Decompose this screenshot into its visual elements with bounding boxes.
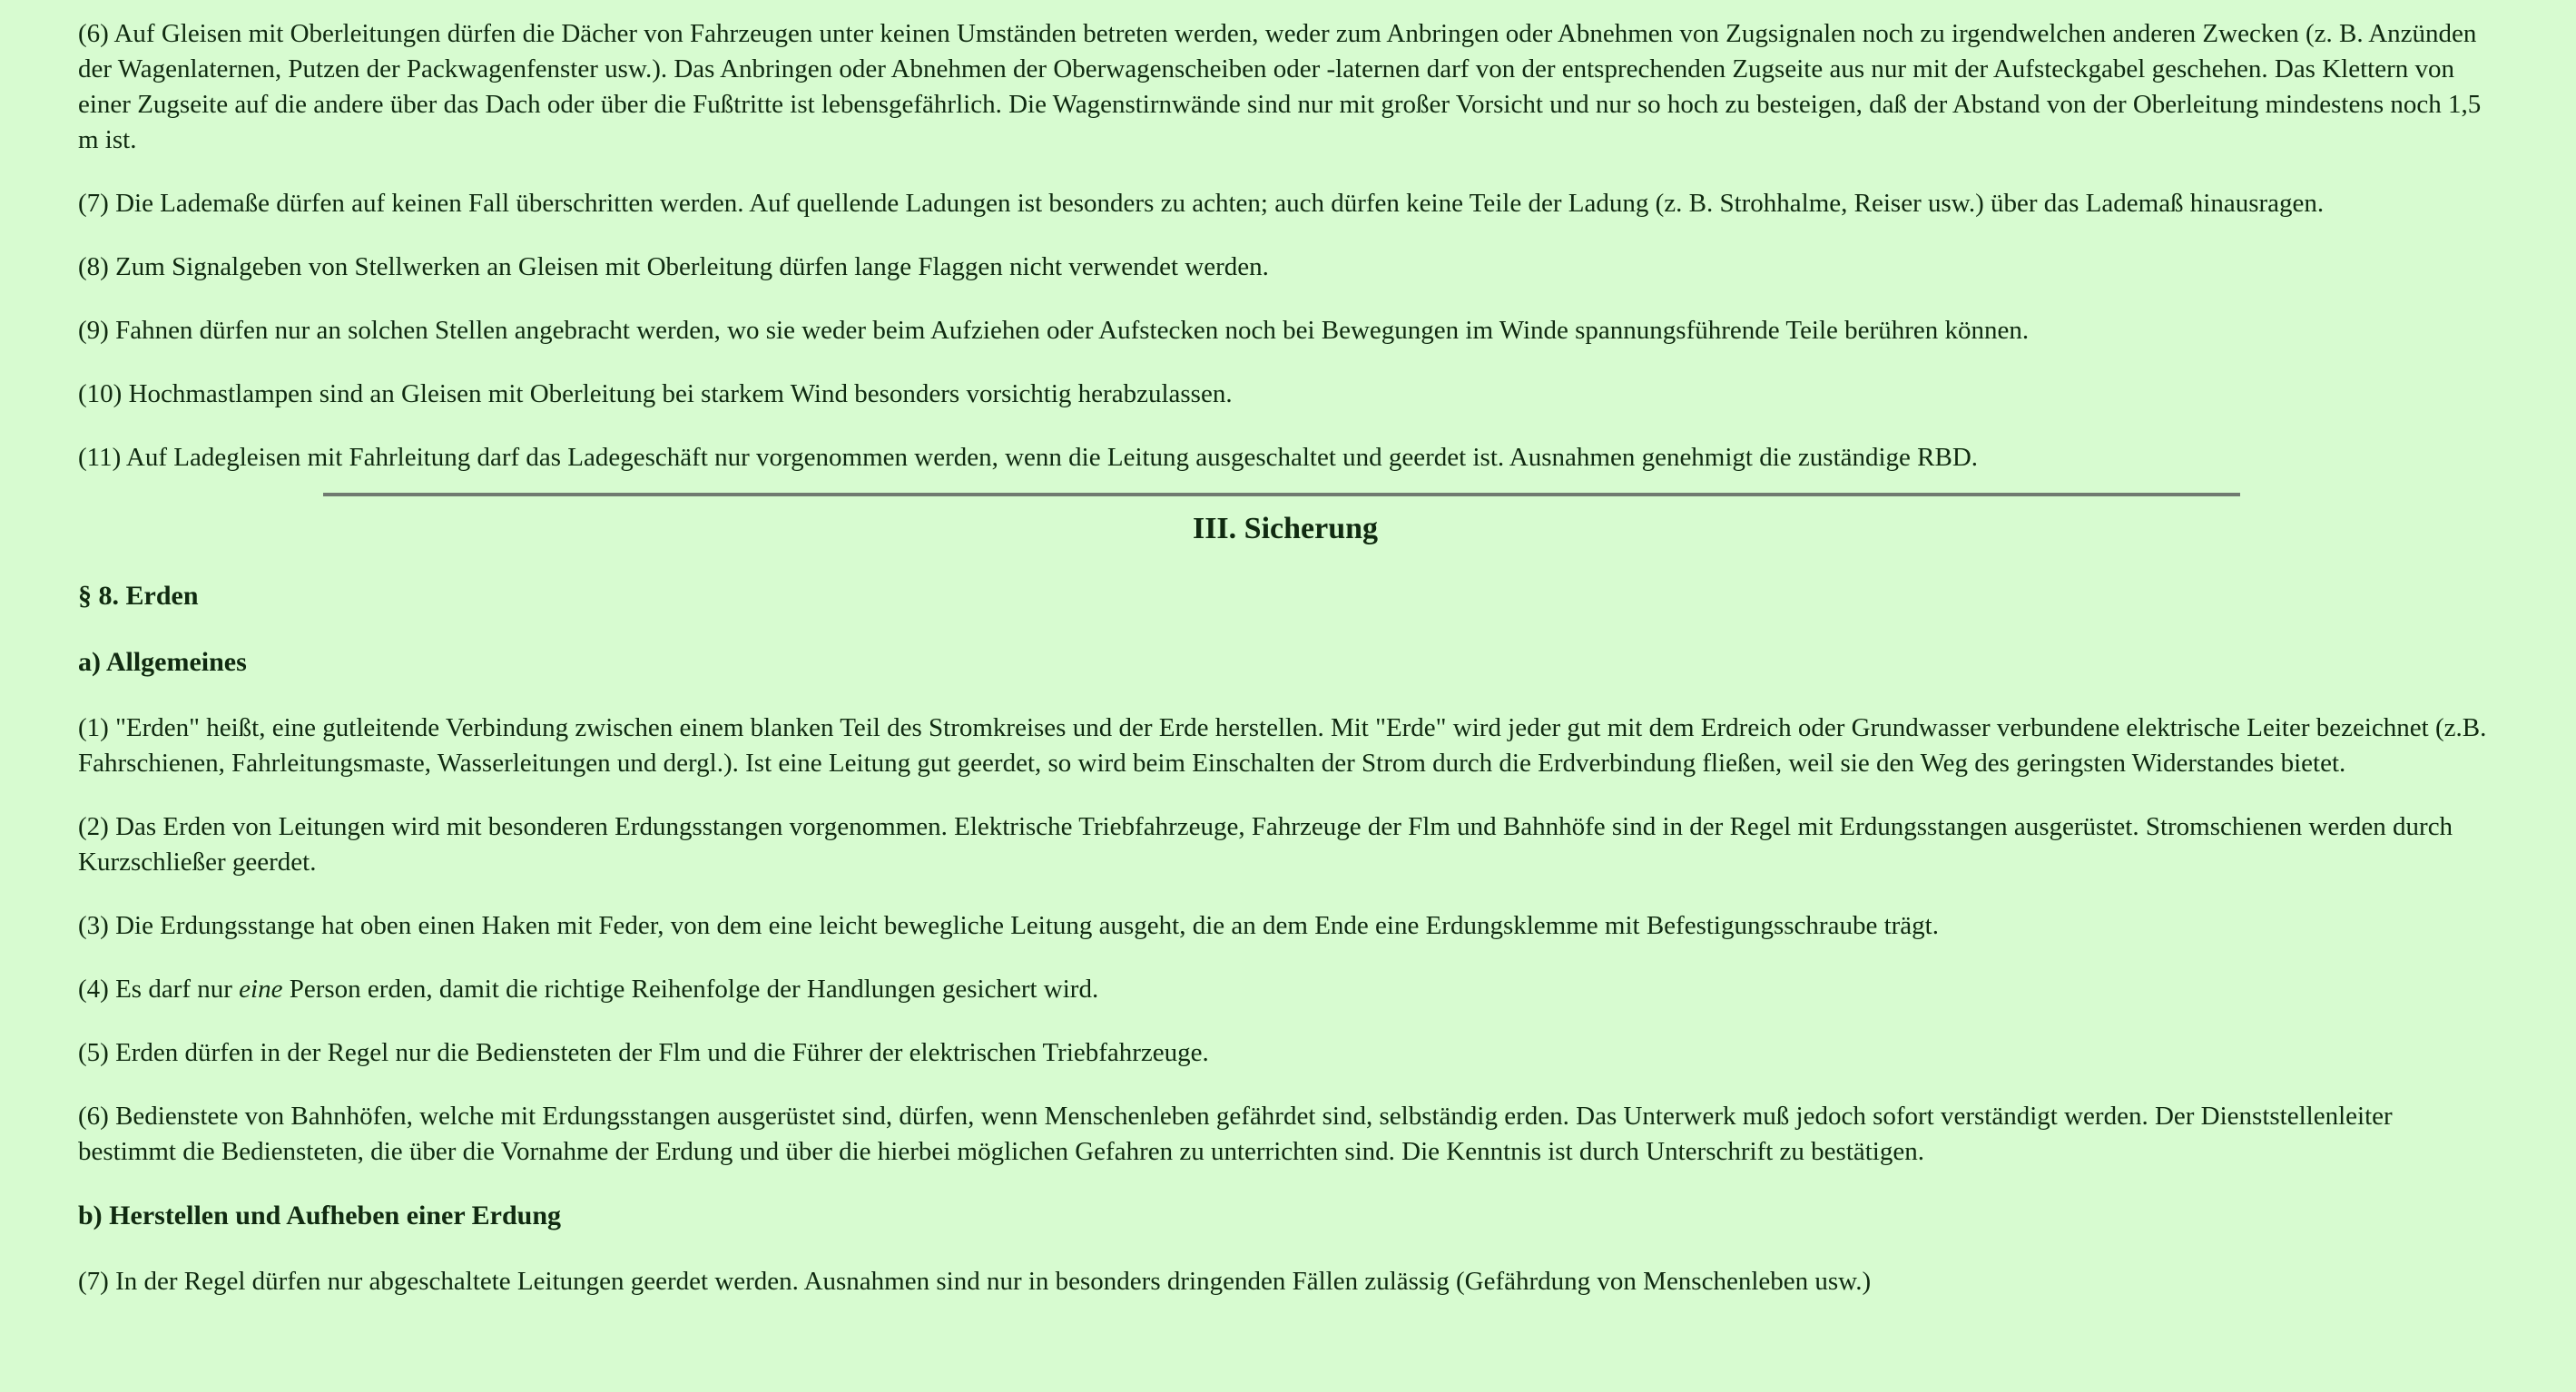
para4-before: (4) Es darf nur	[78, 975, 240, 1004]
paragraph-6: (6) Auf Gleisen mit Oberleitungen dürfen die Dächer von Fahrzeugen unter keinen Umständen betreten werden, weder zum Anbringen oder Abnehmen von Zugsignalen noch zu irgendwelchen anderen Zwecken (z. B. Anzünden der Wagenlaternen, Putzen der Packwagenfenster usw.). Das Anbringen oder Abnehmen der Oberwagenscheiben oder -laternen darf von der entsprechenden Zugseite aus nur mit der Aufsteckgabel geschehen. Das Klettern von einer Zugseite auf die andere über das Dach oder über die Fußtritte ist lebensgefährlich. Die Wagenstirnwände sind nur mit großer Vorsicht und nur so hoch zu besteigen, daß der Abstand von der Oberleitung mindestens noch 1,5 m ist.	[78, 19, 2482, 154]
erden-paragraph-1: (1) "Erden" heißt, eine gutleitende Verbindung zwischen einem blanken Teil des Stromkreises und der Erde herstellen. Mit "Erde" wird jeder gut mit dem Erdreich oder Grundwasser verbundene elektrische Leiter bezeichnet (z.B. Fahrschienen, Fahrleitungsmaste, Wasserleitungen und dergl.). Ist eine Leitung gut geerdet, so wird beim Einschalten der Strom durch die Erdverbindung fließen, weil sie den Weg des geringsten Widerstandes bietet.	[78, 713, 2487, 778]
paragraph-10: (10) Hochmastlampen sind an Gleisen mit Oberleitung bei starkem Wind besonders vorsichtig herabzulassen.	[78, 379, 1233, 408]
subheading-allgemeines: a) Allgemeines	[78, 647, 247, 677]
erden-paragraph-5: (5) Erden dürfen in der Regel nur die Bediensteten der Flm und die Führer der elektrischen Triebfahrzeuge.	[78, 1038, 1209, 1067]
paragraph-heading: § 8. Erden	[78, 581, 199, 611]
paragraph-9: (9) Fahnen dürfen nur an solchen Stellen angebracht werden, wo sie weder beim Aufziehen oder Aufstecken noch bei Bewegungen im Winde spannungsführende Teile berühren können.	[78, 316, 2030, 345]
document-body	[78, 16, 2492, 1328]
erden-paragraph-7: (7) In der Regel dürfen nur abgeschaltete Leitungen geerdet werden. Ausnahmen sind nur in besonders dringenden Fällen zulässig (Gefährdung von Menschenleben usw.)	[78, 1267, 1872, 1296]
para4-after: Person erden, damit die richtige Reihenfolge der Handlungen gesichert wird.	[282, 975, 1099, 1004]
paragraph-11: (11) Auf Ladegleisen mit Fahrleitung darf das Ladegeschäft nur vorgenommen werden, wenn die Leitung ausgeschaltet und geerdet ist. Ausnahmen genehmigt die zuständige RBD.	[78, 443, 1979, 472]
erden-paragraph-3: (3) Die Erdungsstange hat oben einen Haken mit Feder, von dem eine leicht bewegliche Leitung ausgeht, die an dem Ende eine Erdungsklemme mit Befestigungsschraube trägt.	[78, 911, 1939, 940]
subheading-herstellen: b) Herstellen und Aufheben einer Erdung	[78, 1201, 562, 1230]
erden-paragraph-2: (2) Das Erden von Leitungen wird mit besonderen Erdungsstangen vorgenommen. Elektrische Triebfahrzeuge, Fahrzeuge der Flm und Bahnhöfe sind in der Regel mit Erdungsstangen ausgerüstet. Stromschienen werden durch Kurzschließer geerdet.	[78, 812, 2453, 877]
erden-paragraph-4	[78, 972, 2492, 1007]
paragraph-8: (8) Zum Signalgeben von Stellwerken an Gleisen mit Oberleitung dürfen lange Flaggen nicht verwendet werden.	[78, 252, 1269, 281]
section-title: III. Sicherung	[1192, 512, 1379, 545]
paragraph-7: (7) Die Lademaße dürfen auf keinen Fall überschritten werden. Auf quellende Ladungen ist besonders zu achten; auch dürfen keine Teile der Ladung (z. B. Strohhalme, Reiser usw.) über das Lademaß hinausragen.	[78, 189, 2325, 218]
section-divider	[323, 493, 2240, 496]
erden-paragraph-6: (6) Bedienstete von Bahnhöfen, welche mit Erdungsstangen ausgerüstet sind, dürfen, wenn Menschenleben gefährdet sind, selbständig erden. Das Unterwerk muß jedoch sofort verständigt werden. Der Dienststellenleiter bestimmt die Bediensteten, die über die Vornahme der Erdung und über die hierbei möglichen Gefahren zu unterrichten sind. Die Kenntnis ist durch Unterschrift zu bestätigen.	[78, 1102, 2393, 1166]
para4-emphasis: eine	[239, 975, 283, 1004]
